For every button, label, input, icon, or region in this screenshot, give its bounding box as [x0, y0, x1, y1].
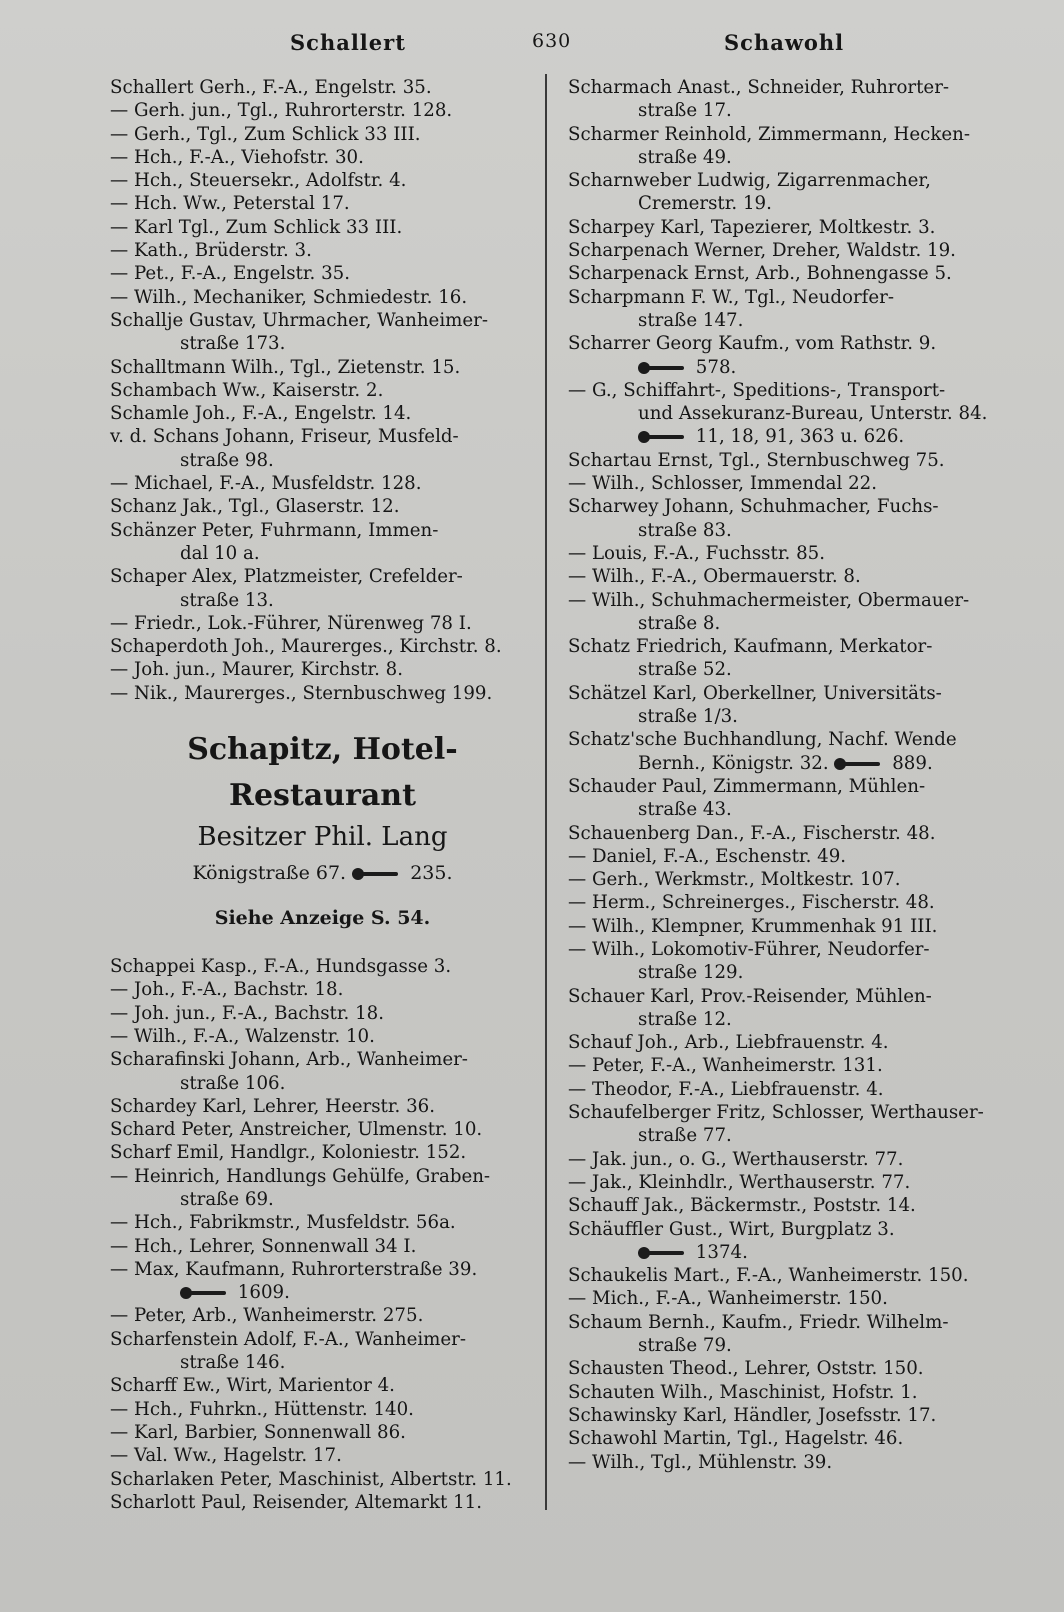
directory-entry: — Wilh., F.-A., Obermauerstr. 8.: [568, 566, 861, 588]
right-entries-3: [568, 449, 1000, 752]
directory-entry: Scharfenstein Adolf, F.-A., Wanheimer-: [110, 1328, 467, 1350]
ad-address: Königstraße 67.: [192, 862, 347, 885]
telephone-icon: [638, 1247, 684, 1259]
right-entries-4: [568, 775, 1000, 1241]
right-entries-1: [568, 76, 1000, 356]
directory-entry: — Friedr., Lok.-Führer, Nürenweg 78 I.: [110, 612, 472, 634]
directory-entry: Scharpmann F. W., Tgl., Neudorfer-: [568, 286, 894, 308]
directory-entry: Schappei Kasp., F.-A., Hundsgasse 3.: [110, 956, 452, 978]
phone-number: 11, 18, 91, 363 u. 626.: [695, 426, 905, 448]
directory-entry: straße 43.: [638, 799, 732, 821]
directory-entry: — Hch., F.-A., Viehofstr. 30.: [110, 146, 364, 168]
directory-entry: Schauenberg Dan., F.-A., Fischerstr. 48.: [568, 822, 936, 844]
directory-entry: straße 17.: [638, 100, 732, 122]
directory-entry: Schaperdoth Joh., Maurerges., Kirchstr. 8.: [110, 636, 502, 658]
directory-entry: — Kath., Brüderstr. 3.: [110, 240, 312, 262]
phone-number: 1374.: [695, 1241, 748, 1263]
directory-entry: — Joh. jun., Maurer, Kirchstr. 8.: [110, 659, 404, 681]
directory-entry: Schardey Karl, Lehrer, Heerstr. 36.: [110, 1095, 436, 1117]
directory-entry: Schaper Alex, Platzmeister, Crefelder-: [110, 566, 463, 588]
directory-entry: Schauf Joh., Arb., Liebfrauenstr. 4.: [568, 1032, 889, 1054]
directory-entry: — Mich., F.-A., Wanheimerstr. 150.: [568, 1288, 888, 1310]
directory-entry: Schawinsky Karl, Händler, Josefsstr. 17.: [568, 1404, 937, 1426]
directory-entry: Schambach Ww., Kaiserstr. 2.: [110, 379, 384, 401]
directory-entry: Schätzel Karl, Oberkellner, Universitäts-: [568, 682, 942, 704]
directory-entry: Scharmach Anast., Schneider, Ruhrorter-: [568, 77, 950, 98]
directory-entry: — Gerh. jun., Tgl., Ruhrorterstr. 128.: [110, 100, 453, 122]
directory-entry: — Heinrich, Handlungs Gehülfe, Graben-: [110, 1165, 491, 1187]
telephone-icon: [180, 1287, 226, 1299]
directory-entry: straße 98.: [180, 449, 274, 471]
phone-line: [568, 752, 1000, 775]
entry-text: Bernh., Königstr. 32.: [638, 752, 829, 774]
directory-entry: Scharlott Paul, Reisender, Altemarkt 11.: [110, 1491, 483, 1513]
directory-entry: Scharnweber Ludwig, Zigarrenmacher,: [568, 170, 931, 192]
directory-entry: Scharwey Johann, Schuhmacher, Fuchs-: [568, 496, 939, 518]
ad-owner: Besitzer Phil. Lang: [197, 822, 448, 853]
directory-entry: — Peter, F.-A., Wanheimerstr. 131.: [568, 1055, 883, 1077]
directory-entry: — Joh. jun., F.-A., Bachstr. 18.: [110, 1002, 385, 1024]
directory-entry: — Hch. Ww., Peterstal 17.: [110, 193, 350, 215]
directory-entry: straße 52.: [638, 659, 732, 681]
directory-entry: v. d. Schans Johann, Friseur, Musfeld-: [110, 426, 459, 448]
directory-entry: straße 147.: [638, 309, 744, 331]
left-entries-1: [110, 76, 535, 705]
right-column: [568, 76, 1000, 1474]
directory-entry: — Joh., F.-A., Bachstr. 18.: [110, 979, 344, 1001]
left-entries-3: [110, 1304, 535, 1514]
telephone-icon: [834, 758, 880, 770]
phone-number: 1609.: [237, 1282, 290, 1304]
directory-entry: — Herm., Schreinerges., Fischerstr. 48.: [568, 892, 935, 914]
directory-entry: — Val. Ww., Hagelstr. 17.: [110, 1445, 342, 1467]
directory-entry: straße 13.: [180, 589, 274, 611]
left-entries-2: [110, 955, 535, 1281]
directory-entry: — Hch., Fabrikmstr., Musfeldstr. 56a.: [110, 1212, 456, 1234]
directory-entry: straße 79.: [638, 1335, 732, 1357]
directory-entry: Schalltmann Wilh., Tgl., Zietenstr. 15.: [110, 356, 461, 378]
directory-entry: straße 77.: [638, 1125, 732, 1147]
right-entries-2: [568, 379, 1000, 426]
directory-entry: — G., Schiffahrt-, Speditions-, Transport-: [568, 379, 946, 401]
directory-entry: straße 146.: [180, 1352, 286, 1374]
directory-entry: dal 10 a.: [180, 542, 260, 564]
directory-entry: — Peter, Arb., Wanheimerstr. 275.: [110, 1305, 424, 1327]
directory-entry: — Hch., Lehrer, Sonnenwall 34 I.: [110, 1235, 417, 1257]
directory-entry: Schauten Wilh., Maschinist, Hofstr. 1.: [568, 1381, 918, 1403]
directory-entry: — Max, Kaufmann, Ruhrorterstraße 39.: [110, 1258, 478, 1280]
right-entries-5: [568, 1264, 1000, 1474]
directory-entry: — Wilh., Mechaniker, Schmiedestr. 16.: [110, 286, 468, 308]
directory-entry: — Gerh., Werkmstr., Moltkestr. 107.: [568, 869, 901, 891]
directory-entry: — Hch., Steuersekr., Adolfstr. 4.: [110, 170, 407, 192]
directory-entry: Schawohl Martin, Tgl., Hagelstr. 46.: [568, 1428, 904, 1450]
directory-entry: — Michael, F.-A., Musfeldstr. 128.: [110, 473, 422, 495]
phone-line: [568, 1241, 1000, 1264]
directory-entry: Schauder Paul, Zimmermann, Mühlen-: [568, 775, 926, 797]
ad-title: Schapitz, Hotel-Restaurant: [187, 732, 458, 814]
directory-entry: Schartau Ernst, Tgl., Sternbuschweg 75.: [568, 449, 945, 471]
directory-entry: — Jak., Kleinhdlr., Werthauserstr. 77.: [568, 1171, 911, 1193]
directory-entry: straße 69.: [180, 1188, 274, 1210]
directory-entry: Schatz Friedrich, Kaufmann, Merkator-: [568, 636, 933, 658]
left-column: [110, 76, 535, 1514]
directory-entry: straße 12.: [638, 1008, 732, 1030]
directory-entry: Schäuffler Gust., Wirt, Burgplatz 3.: [568, 1218, 895, 1240]
directory-entry: Scharff Ew., Wirt, Marientor 4.: [110, 1375, 395, 1397]
directory-entry: Scharpey Karl, Tapezierer, Moltkestr. 3.: [568, 216, 936, 238]
directory-entry: — Karl, Barbier, Sonnenwall 86.: [110, 1421, 406, 1443]
directory-entry: straße 8.: [638, 612, 721, 634]
directory-entry: — Theodor, F.-A., Liebfrauenstr. 4.: [568, 1078, 884, 1100]
directory-entry: Schallje Gustav, Uhrmacher, Wanheimer-: [110, 309, 488, 331]
phone-number: 578.: [695, 356, 737, 378]
directory-entry: — Pet., F.-A., Engelstr. 35.: [110, 263, 351, 285]
directory-entry: Schausten Theod., Lehrer, Oststr. 150.: [568, 1358, 924, 1380]
directory-entry: — Wilh., Schlosser, Immendal 22.: [568, 473, 878, 495]
directory-entry: straße 49.: [638, 146, 732, 168]
directory-entry: — Hch., Fuhrkn., Hüttenstr. 140.: [110, 1398, 414, 1420]
directory-entry: Scharpenach Werner, Dreher, Waldstr. 19.: [568, 240, 956, 262]
directory-entry: Scharpenack Ernst, Arb., Bohnengasse 5.: [568, 263, 952, 285]
directory-entry: — Wilh., Schuhmachermeister, Obermauer-: [568, 589, 970, 611]
directory-entry: Scharrer Georg Kaufm., vom Rathstr. 9.: [568, 333, 937, 355]
directory-entry: straße 173.: [180, 333, 286, 355]
directory-entry: — Wilh., Klempner, Krummenhak 91 III.: [568, 915, 938, 937]
directory-entry: Schaukelis Mart., F.-A., Wanheimerstr. 150.: [568, 1265, 969, 1287]
directory-entry: — Louis, F.-A., Fuchsstr. 85.: [568, 542, 826, 564]
directory-entry: Schanz Jak., Tgl., Glaserstr. 12.: [110, 496, 400, 518]
directory-entry: — Wilh., F.-A., Walzenstr. 10.: [110, 1025, 375, 1047]
directory-entry: — Daniel, F.-A., Eschenstr. 49.: [568, 845, 847, 867]
ad-address-line: [110, 855, 535, 891]
ad-phone: 235.: [410, 862, 453, 885]
phone-line: [110, 1281, 535, 1304]
directory-entry: Cremerstr. 19.: [638, 193, 772, 215]
page-number: 630: [532, 30, 572, 52]
directory-entry: Schaufelberger Fritz, Schlosser, Werthauser-: [568, 1102, 984, 1124]
directory-entry: straße 1/3.: [638, 706, 738, 728]
directory-entry: Schauer Karl, Prov.-Reisender, Mühlen-: [568, 985, 932, 1007]
directory-entry: Schallert Gerh., F.-A., Engelstr. 35.: [110, 77, 432, 98]
directory-entry: — Wilh., Lokomotiv-Führer, Neudorfer-: [568, 938, 930, 960]
telephone-icon: [638, 362, 684, 374]
ad-note: Siehe Anzeige S. 54.: [214, 907, 431, 930]
directory-entry: Schänzer Peter, Fuhrmann, Immen-: [110, 519, 439, 541]
directory-entry: Schauff Jak., Bäckermstr., Poststr. 14.: [568, 1195, 916, 1217]
directory-entry: — Nik., Maurerges., Sternbuschweg 199.: [110, 682, 493, 704]
column-divider: [545, 74, 547, 1510]
directory-entry: — Karl Tgl., Zum Schlick 33 III.: [110, 216, 403, 238]
phone-line: [568, 356, 1000, 379]
hotel-advertisement: [110, 727, 535, 945]
directory-entry: Schard Peter, Anstreicher, Ulmenstr. 10.: [110, 1119, 483, 1141]
directory-entry: — Jak. jun., o. G., Werthauserstr. 77.: [568, 1148, 904, 1170]
directory-entry: Scharf Emil, Handlgr., Koloniestr. 152.: [110, 1142, 467, 1164]
directory-entry: Schaum Bernh., Kaufm., Friedr. Wilhelm-: [568, 1311, 949, 1333]
directory-entry: straße 106.: [180, 1072, 286, 1094]
directory-entry: straße 129.: [638, 962, 744, 984]
telephone-icon: [352, 868, 398, 880]
phone-number: 889.: [892, 752, 933, 774]
directory-entry: — Wilh., Tgl., Mühlenstr. 39.: [568, 1451, 833, 1473]
directory-entry: — Gerh., Tgl., Zum Schlick 33 III.: [110, 123, 421, 145]
directory-entry: und Assekuranz-Bureau, Unterstr. 84.: [638, 403, 988, 425]
directory-entry: Scharlaken Peter, Maschinist, Albertstr. 11.: [110, 1468, 512, 1490]
directory-entry: Schamle Joh., F.-A., Engelstr. 14.: [110, 403, 412, 425]
directory-entry: Schatz'sche Buchhandlung, Nachf. Wende: [568, 729, 957, 751]
phone-line: [568, 425, 1000, 448]
directory-entry: straße 83.: [638, 519, 732, 541]
telephone-icon: [638, 431, 684, 443]
running-head-left: Schallert: [290, 30, 406, 55]
running-head-right: Schawohl: [724, 30, 845, 55]
directory-entry: Scharmer Reinhold, Zimmermann, Hecken-: [568, 123, 970, 145]
directory-entry: Scharafinski Johann, Arb., Wanheimer-: [110, 1049, 468, 1071]
